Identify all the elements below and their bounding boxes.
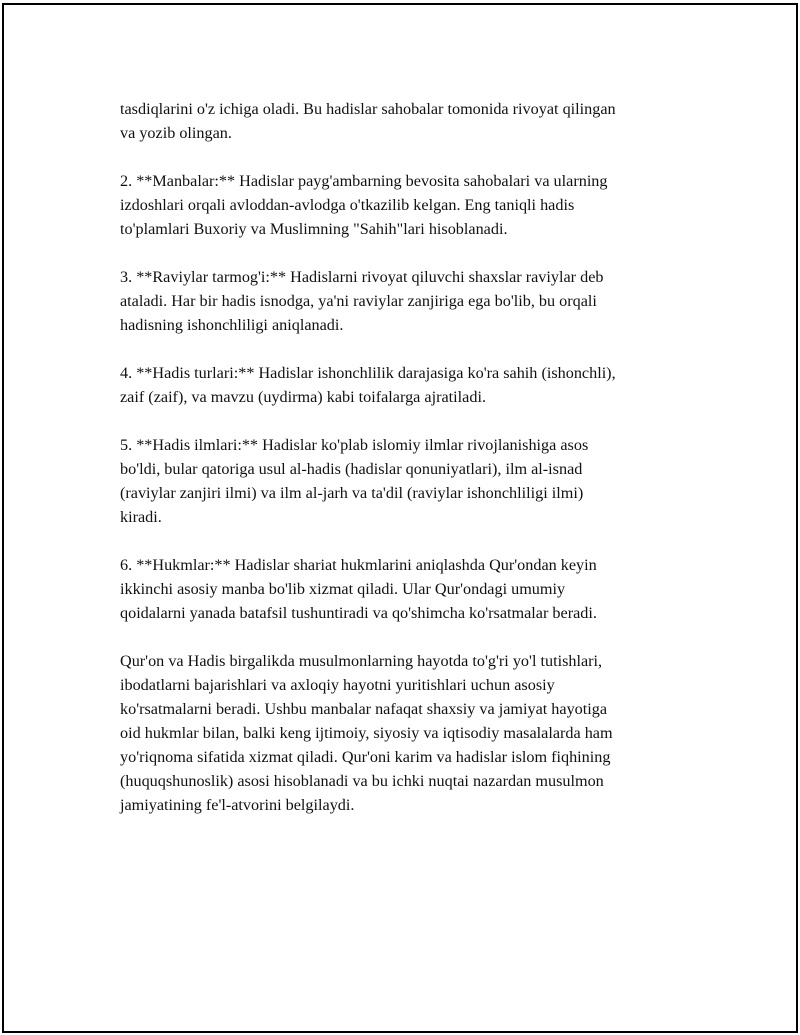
text-line: Qur'on va Hadis birgalikda musulmonlarning hayotda to'g'ri yo'l tutishlari,: [120, 652, 603, 670]
text-line: bo'ldi, bular qatoriga usul al-hadis (hadislar qonuniyatlari), ilm al-isnad: [120, 460, 583, 478]
text-line: 2. **Manbalar:** Hadislar payg'ambarning bevosita sahobalari va ularning: [120, 172, 608, 190]
text-line: ko'rsatmalarni beradi. Ushbu manbalar nafaqat shaxsiy va jamiyat hayotiga: [120, 700, 608, 718]
text-line: izdoshlari orqali avloddan-avlodga o'tkazilib kelgan. Eng taniqli hadis: [120, 196, 575, 214]
text-line: (huquqshunoslik) asosi hisoblanadi va bu ichki nuqtai nazardan musulmon: [120, 772, 604, 790]
text-line: ibodatlarni bajarishlari va axloqiy hayotni yuritishlari uchun asosiy: [120, 676, 555, 694]
text-line: hadisning ishonchliligi aniqlanadi.: [120, 316, 344, 334]
text-line: tasdiqlarini o'z ichiga oladi. Bu hadislar sahobalar tomonida rivoyat qilingan: [120, 100, 616, 118]
text-line: kiradi.: [120, 508, 162, 526]
text-line: ikkinchi asosiy manba bo'lib xizmat qiladi. Ular Qur'ondagi umumiy: [120, 580, 566, 598]
text-line: yo'riqnoma sifatida xizmat qiladi. Qur'oni karim va hadislar islom fiqhining: [120, 748, 611, 766]
text-line: ataladi. Har bir hadis isnodga, ya'ni raviylar zanjiriga ega bo'lib, bu orqali: [120, 292, 597, 310]
page-frame: [2, 3, 798, 1033]
list-item-hukmlar: [120, 553, 700, 625]
text-line: oid hukmlar bilan, balki keng ijtimoiy, siyosiy va iqtisodiy masalalarda ham: [120, 724, 613, 742]
document-body: [120, 97, 700, 841]
text-line: qoidalarni yanada batafsil tushuntiradi va qo'shimcha ko'rsatmalar beradi.: [120, 604, 597, 622]
list-item-hadis-turlari: [120, 361, 700, 409]
paragraph-conclusion: [120, 649, 700, 817]
text-line: (raviylar zanjiri ilmi) va ilm al-jarh va ta'dil (raviylar ishonchliligi ilmi): [120, 484, 584, 502]
text-line: 4. **Hadis turlari:** Hadislar ishonchlilik darajasiga ko'ra sahih (ishonchli),: [120, 364, 616, 382]
text-line: 5. **Hadis ilmlari:** Hadislar ko'plab islomiy ilmlar rivojlanishiga asos: [120, 436, 589, 454]
list-item-hadis-ilmlari: [120, 433, 700, 529]
list-item-raviylar-tarmogi: [120, 265, 700, 337]
list-item-manbalar: [120, 169, 700, 241]
text-line: 3. **Raviylar tarmog'i:** Hadislarni rivoyat qiluvchi shaxslar raviylar deb: [120, 268, 604, 286]
text-line: jamiyatining fe'l-atvorini belgilaydi.: [120, 796, 355, 814]
text-line: zaif (zaif), va mavzu (uydirma) kabi toifalarga ajratiladi.: [120, 388, 486, 406]
text-line: 6. **Hukmlar:** Hadislar shariat hukmlarini aniqlashda Qur'ondan keyin: [120, 556, 597, 574]
text-line: to'plamlari Buxoriy va Muslimning "Sahih"lari hisoblanadi.: [120, 220, 508, 238]
paragraph-intro-continuation: [120, 97, 700, 145]
text-line: va yozib olingan.: [120, 124, 232, 142]
